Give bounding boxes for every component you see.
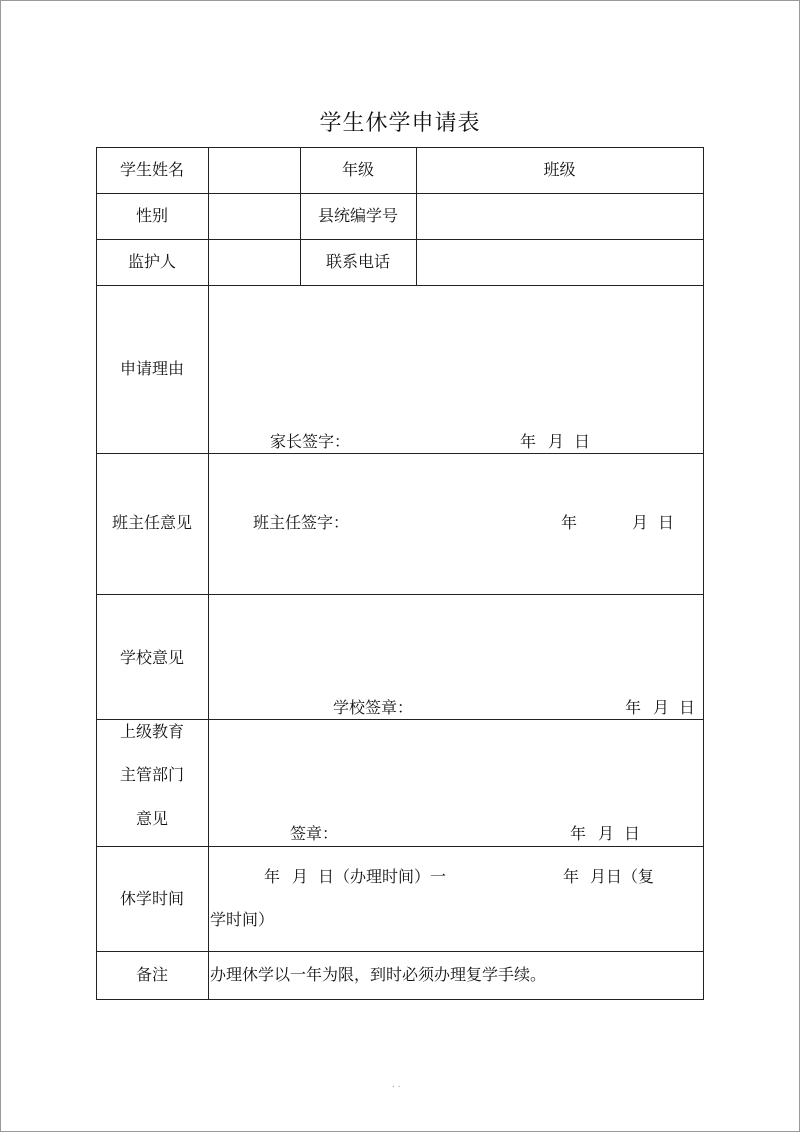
school-year: 年 — [625, 698, 642, 717]
row-divider — [96, 453, 704, 454]
edu-dept-label-line3: 意见 — [135, 809, 168, 828]
table-border-right — [703, 147, 704, 1000]
table-border-bottom — [96, 999, 704, 1000]
head-teacher-signature-label: 班主任签字： — [253, 513, 350, 532]
period-start-year: 年 — [264, 867, 281, 886]
contact-phone-label: 联系电话 — [325, 252, 390, 271]
edu-month: 月 — [598, 824, 615, 843]
edu-dept-label-line2: 主管部门 — [119, 765, 184, 784]
reason-day: 日 — [574, 432, 591, 451]
school-month: 月 — [653, 698, 670, 717]
table-border-left — [96, 147, 97, 1000]
teacher-year: 年 — [561, 513, 578, 532]
row-divider — [96, 193, 704, 194]
edu-dept-seal-label: 签章： — [290, 824, 339, 843]
application-reason-label: 申请理由 — [119, 359, 184, 378]
row-divider — [96, 285, 704, 286]
edu-year: 年 — [570, 824, 587, 843]
form-title: 学生休学申请表 — [319, 111, 481, 136]
suspension-period-label: 休学时间 — [119, 889, 184, 908]
period-end-note-continued: 学时间） — [210, 910, 275, 929]
guardian-label: 监护人 — [127, 252, 176, 271]
grade-label: 年级 — [341, 160, 374, 179]
edu-dept-label-line1: 上级教育 — [119, 722, 184, 741]
gender-label: 性别 — [135, 206, 168, 225]
period-end-year: 年 — [563, 867, 580, 886]
parent-signature-label: 家长签字： — [270, 432, 351, 451]
school-day: 日 — [679, 698, 696, 717]
school-seal-label: 学校签章： — [333, 698, 414, 717]
student-name-label: 学生姓名 — [119, 160, 184, 179]
teacher-day: 日 — [658, 513, 675, 532]
row-divider — [96, 594, 704, 595]
head-teacher-opinion-label: 班主任意见 — [111, 513, 192, 532]
period-start-day-note: 日（办理时间）一 — [318, 867, 447, 886]
label-column-divider — [208, 147, 209, 1000]
remark-text: 办理休学以一年为限，到时必须办理复学手续。 — [210, 965, 547, 984]
row-divider — [96, 951, 704, 952]
row-divider — [96, 239, 704, 240]
edu-day: 日 — [624, 824, 641, 843]
remark-label: 备注 — [135, 965, 168, 984]
county-student-id-label: 县统编学号 — [317, 206, 398, 225]
teacher-month: 月 — [632, 513, 649, 532]
table-border-top — [96, 147, 704, 148]
period-end-month-note: 月日（复 — [590, 867, 655, 886]
reason-month: 月 — [548, 432, 565, 451]
period-start-month: 月 — [292, 867, 309, 886]
row-divider — [96, 719, 704, 720]
school-opinion-label: 学校意见 — [119, 648, 184, 667]
row-divider — [96, 846, 704, 847]
reason-year: 年 — [520, 432, 537, 451]
class-label: 班级 — [543, 160, 576, 179]
footer-mark: . . — [392, 1080, 401, 1090]
